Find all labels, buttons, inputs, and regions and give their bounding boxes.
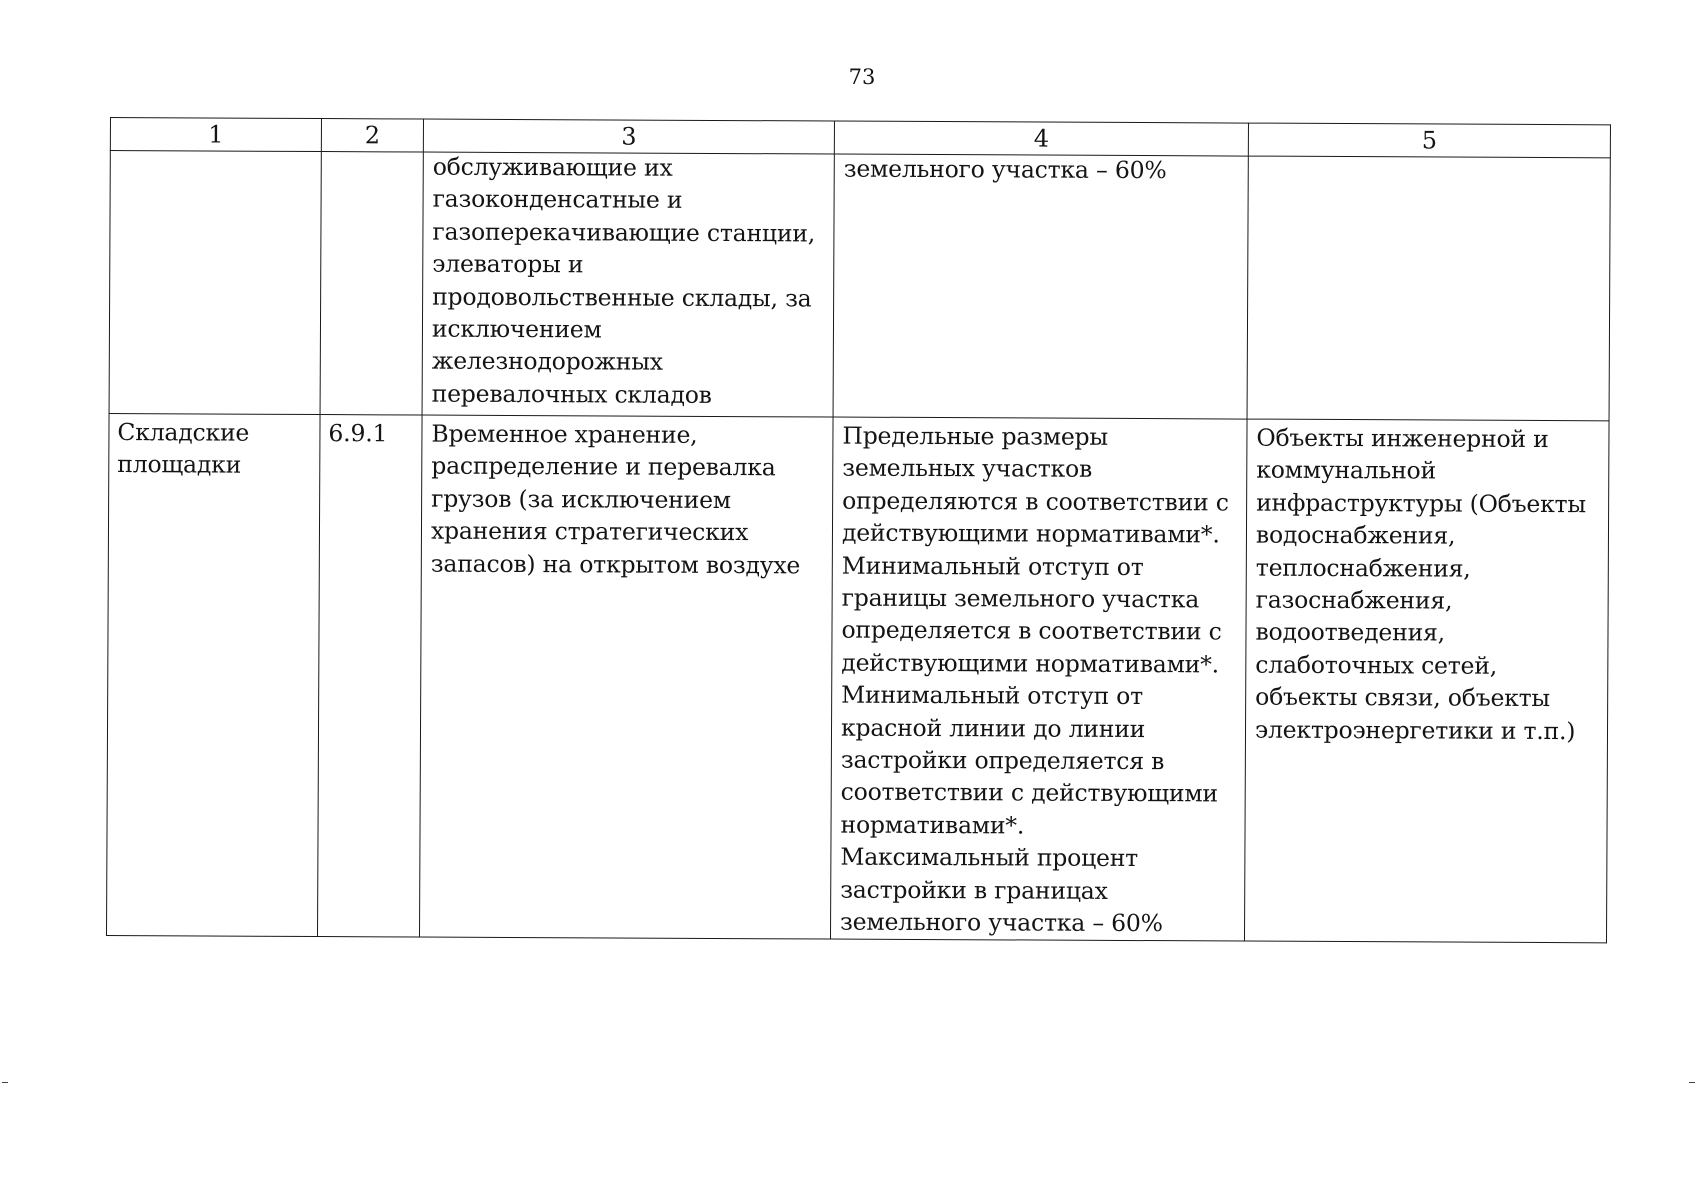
table-row [107,413,1610,942]
table-cell [320,152,423,415]
cell-code: 6.9.1 [328,419,388,448]
column-number-1: 1 [110,118,321,152]
table-row [109,151,1610,421]
land-use-table-wrapper [106,117,1610,943]
column-number-2: 2 [321,119,423,152]
cell-description: Временное хранение, распределение и перевалка грузов (за исключением хранения стратегических запасов) на открытом воздухе [430,419,801,580]
table-cell [318,415,423,937]
table-cell [109,151,321,415]
page-number: 73 [848,65,876,89]
cell-land-use-type: Складские площадки [117,418,250,480]
column-number-3: 3 [423,119,834,154]
table-cell [107,413,321,936]
cell-auxiliary-uses: Объекты инженерной и коммунальной инфраструктуры (Объекты водоснабжения, теплоснабжения, газоснабжения, водоотведения, слаботочных сетей, объекты связи, объекты электроэнергетики и т.п.) [1254,423,1586,745]
column-number-5: 5 [1248,123,1610,158]
column-number-4: 4 [834,121,1248,156]
table-cell [830,417,1247,941]
table-cell [833,154,1248,419]
cell-parameters: земельного участка – 60% [843,154,1167,185]
table-cell [1247,156,1610,421]
land-use-table [106,117,1611,943]
table-cell [422,152,834,417]
scan-edge-mark-right [1689,1082,1695,1083]
cell-description: обслуживающие их газоконденсатные и газоперекачивающие станции, элеваторы и продовольственные склады, за исключением железнодорожных перевалочных складов [431,152,816,409]
table-cell [1244,419,1609,942]
scan-edge-mark-left [2,1082,8,1083]
table-cell [419,415,833,939]
cell-parameters: Предельные размеры земельных участков определяются в соответствии с действующими нормативами*. Минимальный отступ от границы земельного участка определяется в соответствии с действующими нормативами*. Минимальный отступ от красной линии до линии застройки определяется в соответствии с действующими нормативами*. Максимальный процент застройки в границах земельного участка – 60% [840,421,1229,938]
